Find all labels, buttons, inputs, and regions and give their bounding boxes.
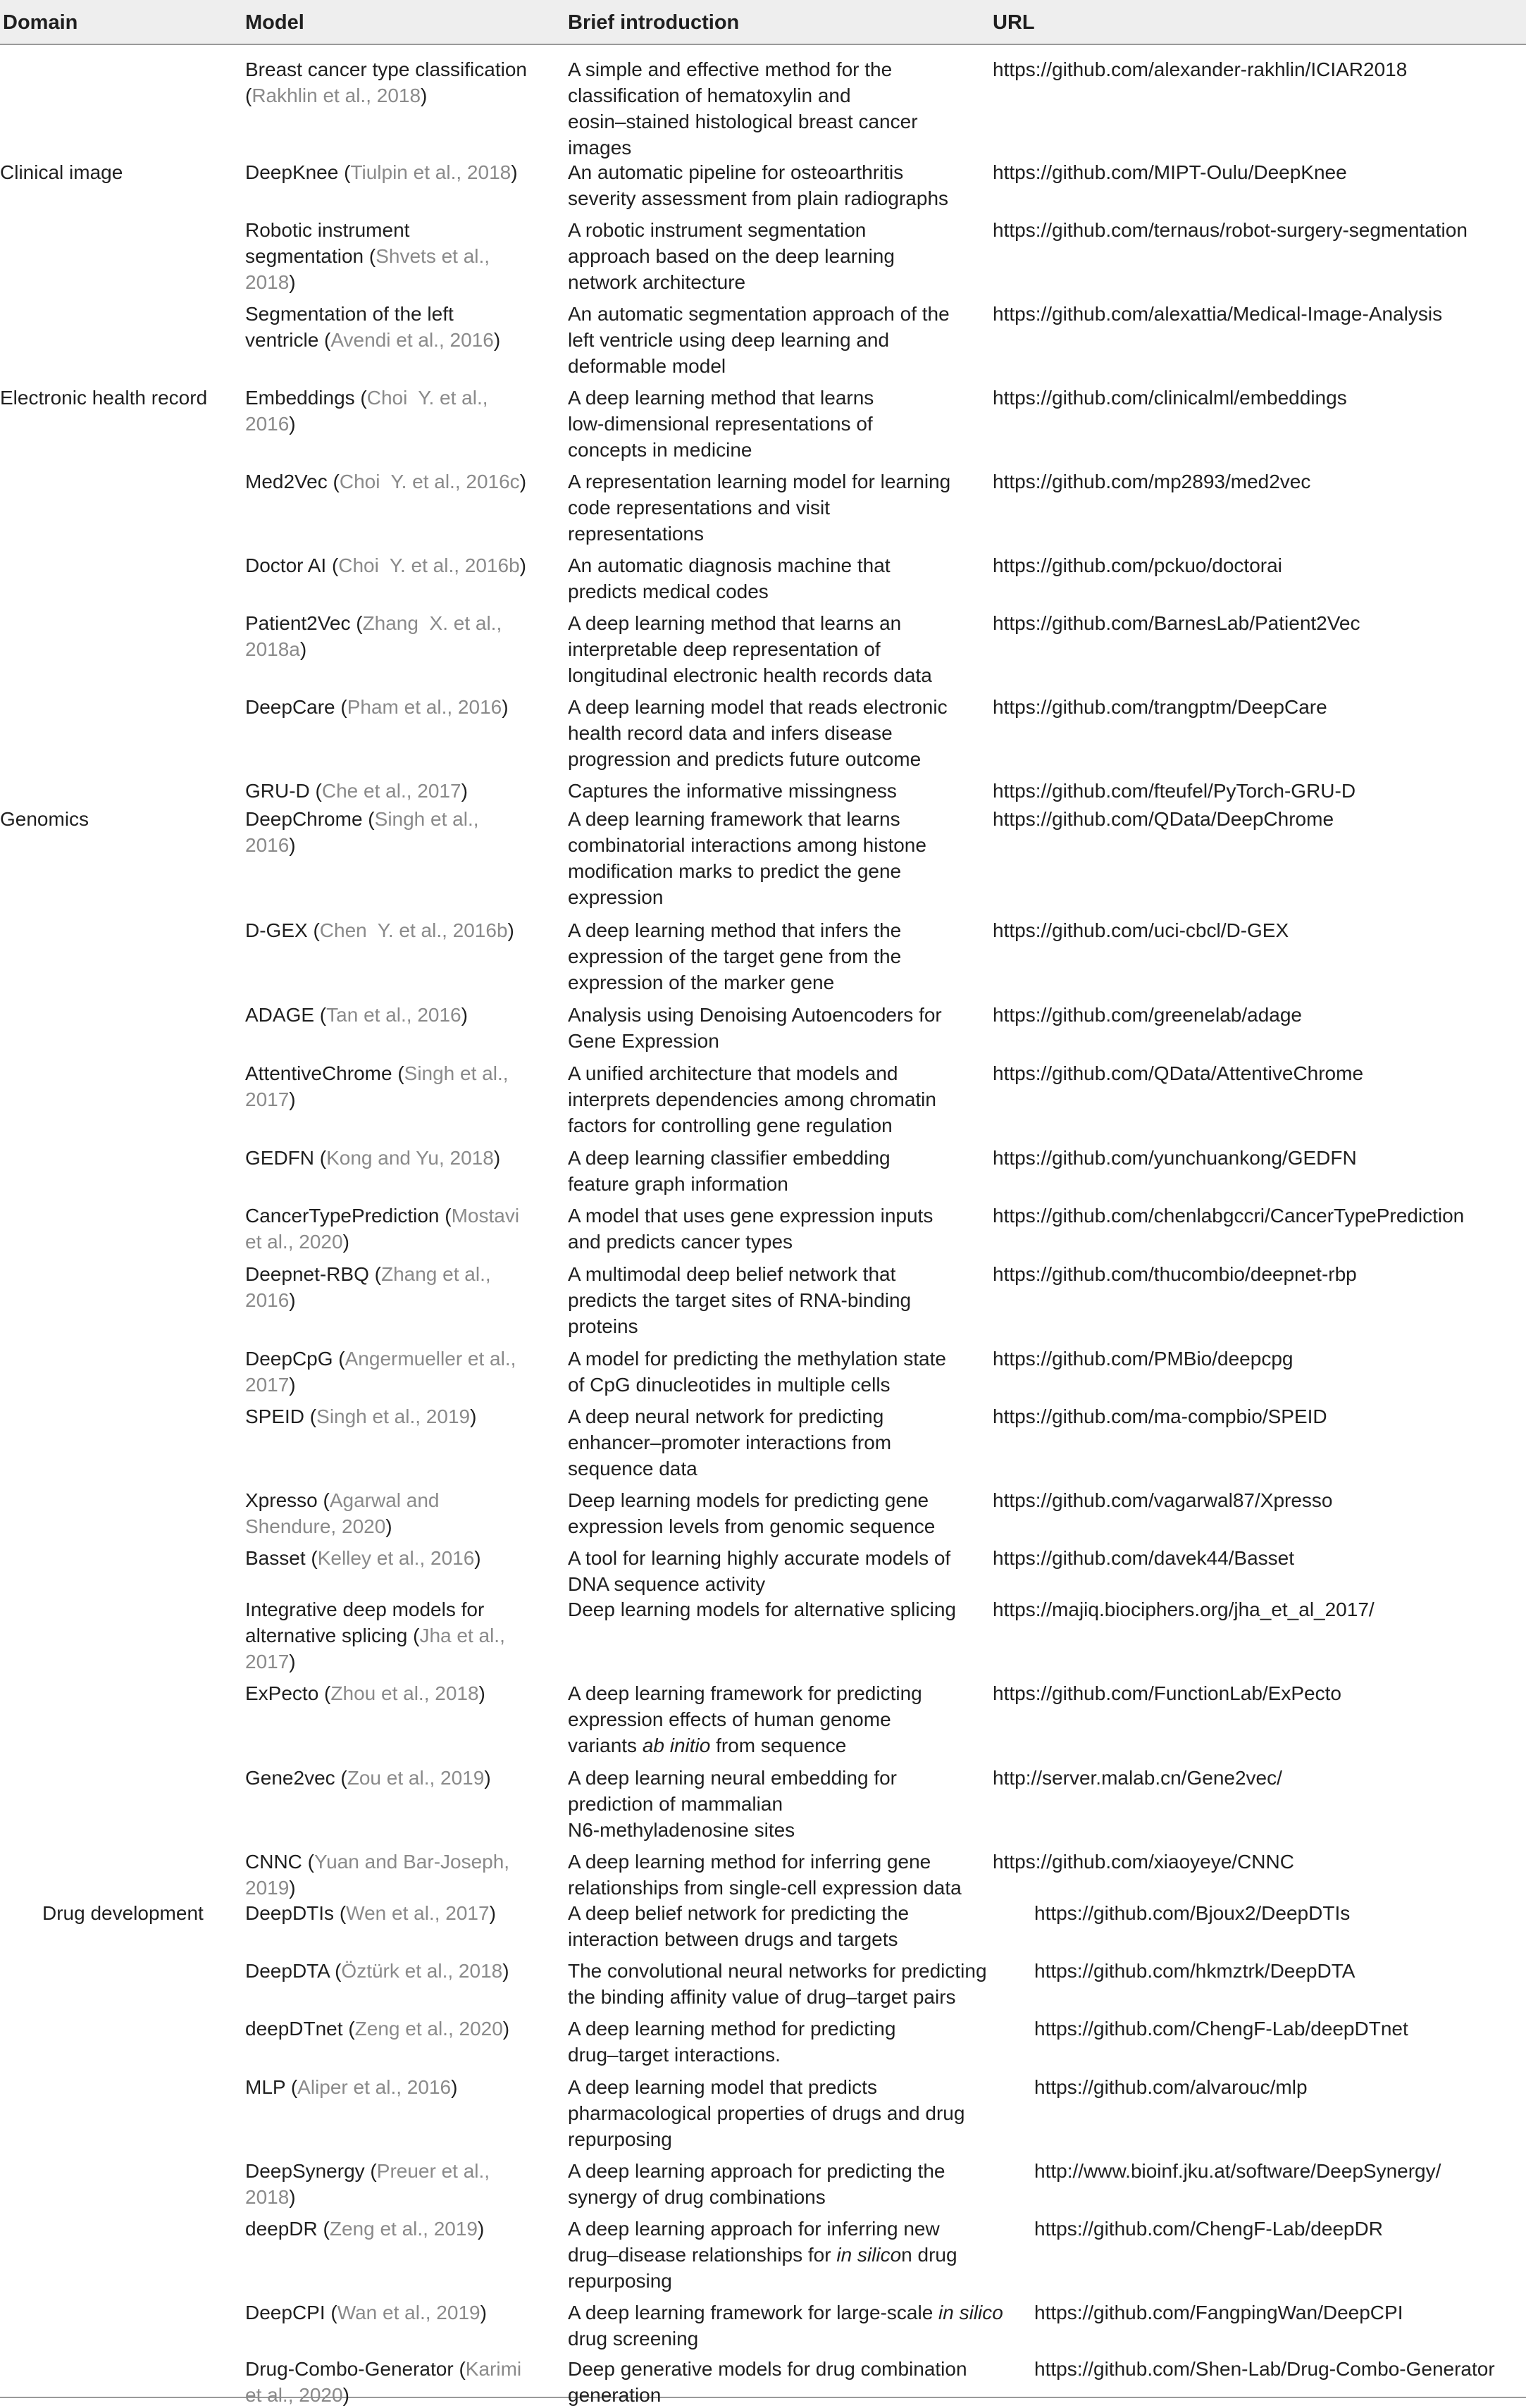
intro-line: health record data and infers disease	[568, 722, 893, 744]
model-line: Drug-Combo-Generator (Karimi	[245, 2358, 522, 2380]
intro-line: eosin–stained histological breast cancer	[568, 111, 918, 132]
intro-line: A deep learning approach for inferring new	[568, 2218, 940, 2240]
model-line: alternative splicing (Jha et al.,	[245, 1625, 505, 1646]
intro-line: expression	[568, 886, 664, 908]
intro-line: A deep learning framework that learns	[568, 808, 900, 830]
url-link[interactable]: https://github.com/mp2893/med2vec	[993, 471, 1311, 492]
intro-line: approach based on the deep learning	[568, 245, 895, 267]
model-line: Segmentation of the left	[245, 303, 454, 325]
intro-line: A deep learning method for predicting	[568, 2018, 896, 2040]
model-line: 2016)	[245, 1289, 296, 1311]
citation: 2016	[245, 1289, 290, 1311]
intro-line: combinatorial interactions among histone	[568, 834, 926, 856]
url-link[interactable]: https://github.com/FunctionLab/ExPecto	[993, 1682, 1341, 1704]
citation: 2016	[245, 413, 290, 435]
citation: Agarwal and	[329, 1489, 440, 1511]
intro-line: expression effects of human genome	[568, 1708, 891, 1730]
intro-line: of CpG dinucleotides in multiple cells	[568, 1374, 891, 1396]
citation: Zhang et al.,	[380, 1263, 491, 1285]
intro-line: images	[568, 137, 632, 159]
intro-line: left ventricle using deep learning and	[568, 329, 890, 351]
citation: Karimi	[465, 2358, 522, 2380]
intro-line: expression of the marker gene	[568, 972, 835, 993]
model-line: 2016)	[245, 413, 296, 435]
intro-line: A deep learning method that learns an	[568, 612, 902, 634]
url-link[interactable]: https://github.com/Bjoux2/DeepDTIs	[1034, 1902, 1351, 1924]
intro-line: repurposing	[568, 2128, 672, 2150]
model-line: Embeddings (Choi Y. et al.,	[245, 387, 488, 409]
model-line: Breast cancer type classification	[245, 58, 527, 80]
intro-line: Analysis using Denoising Autoencoders for	[568, 1004, 942, 1026]
citation: Zou et al., 2019	[347, 1767, 485, 1789]
model-line: ventricle (Avendi et al., 2016)	[245, 329, 501, 351]
model-line: CNNC (Yuan and Bar-Joseph,	[245, 1851, 510, 1873]
model-line: Doctor AI (Choi Y. et al., 2016b)	[245, 554, 526, 576]
model-line: DeepSynergy (Preuer et al.,	[245, 2160, 490, 2182]
url-link[interactable]: http://server.malab.cn/Gene2vec/	[993, 1767, 1282, 1789]
intro-line: Gene Expression	[568, 1030, 719, 1052]
intro-line: modification marks to predict the gene	[568, 860, 902, 882]
url-link[interactable]: https://github.com/xiaoyeye/CNNC	[993, 1851, 1294, 1873]
intro-line: A multimodal deep belief network that	[568, 1263, 896, 1285]
citation: Angermueller et al.,	[345, 1348, 516, 1370]
citation: Choi Y. et al., 2016c	[339, 471, 520, 492]
model-line: ADAGE (Tan et al., 2016)	[245, 1004, 468, 1026]
intro-line: A deep learning approach for predicting the	[568, 2160, 945, 2182]
citation: Rakhlin et al., 2018	[252, 85, 421, 106]
model-line: 2016)	[245, 834, 296, 856]
citation: Singh et al.,	[374, 808, 479, 830]
intro-line: Deep learning models for alternative splicing	[568, 1599, 956, 1620]
intro-line: A deep learning framework for predicting	[568, 1682, 922, 1704]
model-line: 2018)	[245, 271, 296, 293]
url-link[interactable]: https://github.com/alvarouc/mlp	[1034, 2076, 1308, 2098]
citation: Shendure, 2020	[245, 1515, 386, 1537]
model-line: deepDTnet (Zeng et al., 2020)	[245, 2018, 510, 2040]
url-link[interactable]: https://github.com/clinicalml/embeddings	[993, 387, 1347, 409]
intro-line: drug screening	[568, 2328, 699, 2350]
intro-line: interaction between drugs and targets	[568, 1928, 898, 1950]
model-line: deepDR (Zeng et al., 2019)	[245, 2218, 485, 2240]
intro-line: Captures the informative missingness	[568, 780, 897, 802]
citation: Choi Y. et al.,	[366, 387, 488, 409]
intro-line: generation	[568, 2384, 662, 2406]
citation: Zhang X. et al.,	[362, 612, 502, 634]
citation: Che et al., 2017	[321, 780, 461, 802]
url-link[interactable]: https://github.com/davek44/Basset	[993, 1547, 1295, 1569]
citation: Yuan and Bar-Joseph,	[314, 1851, 510, 1873]
intro-line: repurposing	[568, 2270, 672, 2292]
intro-line: A simple and effective method for the	[568, 58, 893, 80]
intro-line: A tool for learning highly accurate models of	[568, 1547, 951, 1569]
intro-line: prediction of mammalian	[568, 1793, 783, 1815]
url-link[interactable]: https://github.com/alexattia/Medical-Image-Analysis	[993, 303, 1443, 325]
model-line: Deepnet-RBQ (Zhang et al.,	[245, 1263, 491, 1285]
intro-line: representations	[568, 523, 705, 545]
citation: Kong and Yu, 2018	[326, 1147, 494, 1169]
intro-line: longitudinal electronic health records data	[568, 664, 932, 686]
model-line: Basset (Kelley et al., 2016)	[245, 1547, 481, 1569]
intro-line: predicts medical codes	[568, 581, 769, 602]
url-link[interactable]: https://github.com/vagarwal87/Xpresso	[993, 1489, 1333, 1511]
intro-line: predicts the target sites of RNA-binding	[568, 1289, 912, 1311]
intro-line: A model for predicting the methylation state	[568, 1348, 946, 1370]
citation: et al., 2020	[245, 2384, 343, 2406]
intro-line: A unified architecture that models and	[568, 1062, 898, 1084]
intro-line: A deep learning neural embedding for	[568, 1767, 898, 1789]
domain-cell: Drug development	[42, 1902, 204, 1924]
citation: Aliper et al., 2016	[297, 2076, 452, 2098]
intro-line: A model that uses gene expression inputs	[568, 1205, 933, 1227]
citation: Tiulpin et al., 2018	[350, 161, 511, 183]
model-line: DeepDTA (Öztürk et al., 2018)	[245, 1960, 509, 1982]
model-line: DeepDTIs (Wen et al., 2017)	[245, 1902, 496, 1924]
citation: 2018	[245, 2186, 290, 2208]
header-model: Model	[245, 11, 304, 34]
header-brief-introduction: Brief introduction	[568, 11, 740, 34]
citation: 2017	[245, 1374, 290, 1396]
citation: Öztürk et al., 2018	[341, 1960, 503, 1982]
model-line: DeepChrome (Singh et al.,	[245, 808, 479, 830]
intro-line: low-dimensional representations of	[568, 413, 873, 435]
header-domain: Domain	[3, 11, 78, 34]
model-line: segmentation (Shvets et al.,	[245, 245, 490, 267]
url-link[interactable]: https://github.com/MIPT-Oulu/DeepKnee	[993, 161, 1347, 183]
model-line: ExPecto (Zhou et al., 2018)	[245, 1682, 485, 1704]
url-link[interactable]: https://github.com/QData/AttentiveChrome	[993, 1062, 1364, 1084]
intro-line: feature graph information	[568, 1173, 788, 1195]
intro-line: synergy of drug combinations	[568, 2186, 826, 2208]
intro-line: drug–disease relationships for in silicon drug	[568, 2244, 957, 2266]
model-line: GEDFN (Kong and Yu, 2018)	[245, 1147, 501, 1169]
intro-line: deformable model	[568, 355, 726, 377]
domain-cell: Electronic health record	[0, 387, 208, 409]
model-line: (Rakhlin et al., 2018)	[245, 85, 428, 106]
url-link[interactable]: https://github.com/alexander-rakhlin/ICIAR2018	[993, 58, 1408, 80]
intro-line: A deep learning method that learns	[568, 387, 874, 409]
citation: Wan et al., 2019	[337, 2302, 480, 2323]
intro-line: A deep learning model that predicts	[568, 2076, 877, 2098]
domain-cell: Clinical image	[0, 161, 123, 183]
model-line: 2017)	[245, 1374, 296, 1396]
intro-line: and predicts cancer types	[568, 1231, 793, 1253]
citation: 2018a	[245, 638, 300, 660]
url-link[interactable]: http://www.bioinf.jku.at/software/DeepSynergy/	[1034, 2160, 1441, 2182]
intro-line: expression of the target gene from the	[568, 945, 902, 967]
model-line: D-GEX (Chen Y. et al., 2016b)	[245, 919, 514, 941]
citation: Preuer et al.,	[376, 2160, 490, 2182]
url-link[interactable]: https://github.com/yunchuankong/GEDFN	[993, 1147, 1357, 1169]
intro-line: An automatic pipeline for osteoarthritis	[568, 161, 904, 183]
model-line: Integrative deep models for	[245, 1599, 485, 1620]
intro-line: interpretable deep representation of	[568, 638, 881, 660]
url-link[interactable]: https://github.com/BarnesLab/Patient2Vec	[993, 612, 1360, 634]
url-link[interactable]: https://github.com/ChengF-Lab/deepDTnet	[1034, 2018, 1408, 2040]
intro-line: concepts in medicine	[568, 439, 752, 461]
header-rule	[0, 44, 1526, 45]
intro-line: the binding affinity value of drug–target pairs	[568, 1986, 956, 2008]
url-link[interactable]: https://github.com/FangpingWan/DeepCPI	[1034, 2302, 1403, 2323]
intro-line: A deep learning model that reads electronic	[568, 696, 948, 718]
citation: Zeng et al., 2020	[354, 2018, 503, 2040]
model-line: SPEID (Singh et al., 2019)	[245, 1405, 477, 1427]
citation: Singh et al.,	[404, 1062, 509, 1084]
model-line: DeepCare (Pham et al., 2016)	[245, 696, 509, 718]
citation: Chen Y. et al., 2016b	[319, 919, 508, 941]
citation: Avendi et al., 2016	[330, 329, 494, 351]
citation: 2019	[245, 1877, 290, 1899]
intro-line: proteins	[568, 1315, 638, 1337]
intro-line: A robotic instrument segmentation	[568, 219, 867, 241]
intro-line: interprets dependencies among chromatin	[568, 1088, 936, 1110]
intro-line: relationships from single-cell expression data	[568, 1877, 962, 1899]
citation: Zhou et al., 2018	[330, 1682, 479, 1704]
citation: Mostavi	[451, 1205, 520, 1227]
citation: 2017	[245, 1088, 290, 1110]
intro-line: A deep learning framework for large-scale in silico	[568, 2302, 1003, 2323]
intro-line: network architecture	[568, 271, 746, 293]
url-link[interactable]: https://github.com/fteufel/PyTorch-GRU-D	[993, 780, 1356, 802]
url-link[interactable]: https://github.com/ma-compbio/SPEID	[993, 1405, 1327, 1427]
intro-line: The convolutional neural networks for predicting	[568, 1960, 987, 1982]
intro-line: pharmacological properties of drugs and drug	[568, 2102, 965, 2124]
url-link[interactable]: https://github.com/chenlabgccri/CancerTypePrediction	[993, 1205, 1465, 1227]
url-link[interactable]: https://github.com/thucombio/deepnet-rbp	[993, 1263, 1357, 1285]
intro-line: Deep learning models for predicting gene	[568, 1489, 929, 1511]
model-line: 2019)	[245, 1877, 296, 1899]
model-line: 2017)	[245, 1651, 296, 1672]
citation: et al., 2020	[245, 1231, 343, 1253]
intro-line: A deep neural network for predicting	[568, 1405, 884, 1427]
model-line: 2017)	[245, 1088, 296, 1110]
url-link[interactable]: https://github.com/hkmztrk/DeepDTA	[1034, 1960, 1356, 1982]
model-line: et al., 2020)	[245, 1231, 349, 1253]
intro-line: variants ab initio from sequence	[568, 1734, 847, 1756]
model-line: Xpresso (Agarwal and	[245, 1489, 440, 1511]
intro-line: A deep learning method that infers the	[568, 919, 902, 941]
citation: Tan et al., 2016	[326, 1004, 461, 1026]
citation: 2018	[245, 271, 290, 293]
model-line: et al., 2020)	[245, 2384, 349, 2406]
url-link[interactable]: https://github.com/ternaus/robot-surgery-segmentation	[993, 219, 1468, 241]
intro-line: An automatic diagnosis machine that	[568, 554, 891, 576]
citation: 2016	[245, 834, 290, 856]
intro-line: Deep generative models for drug combination	[568, 2358, 967, 2380]
model-line: 2018)	[245, 2186, 296, 2208]
intro-line: A deep learning classifier embedding	[568, 1147, 891, 1169]
url-link[interactable]: https://github.com/greenelab/adage	[993, 1004, 1302, 1026]
url-link[interactable]: https://github.com/Shen-Lab/Drug-Combo-Generator	[1034, 2358, 1495, 2380]
intro-line: progression and predicts future outcome	[568, 748, 922, 770]
model-line: CancerTypePrediction (Mostavi	[245, 1205, 520, 1227]
intro-line: drug–target interactions.	[568, 2044, 781, 2066]
intro-line: enhancer–promoter interactions from	[568, 1432, 892, 1453]
header-url: URL	[993, 11, 1035, 34]
intro-line: code representations and visit	[568, 497, 830, 519]
intro-line: expression levels from genomic sequence	[568, 1515, 936, 1537]
citation: Pham et al., 2016	[347, 696, 502, 718]
url-link[interactable]: https://github.com/QData/DeepChrome	[993, 808, 1334, 830]
citation: Singh et al., 2019	[316, 1405, 471, 1427]
citation: 2017	[245, 1651, 290, 1672]
intro-line: A deep belief network for predicting the	[568, 1902, 910, 1924]
citation: Wen et al., 2017	[346, 1902, 490, 1924]
model-line: GRU-D (Che et al., 2017)	[245, 780, 468, 802]
citation: Kelley et al., 2016	[317, 1547, 475, 1569]
citation: Zeng et al., 2019	[329, 2218, 478, 2240]
model-line: DeepKnee (Tiulpin et al., 2018)	[245, 161, 518, 183]
model-line: Gene2vec (Zou et al., 2019)	[245, 1767, 491, 1789]
url-link[interactable]: https://github.com/trangptm/DeepCare	[993, 696, 1327, 718]
model-line: MLP (Aliper et al., 2016)	[245, 2076, 458, 2098]
model-line: DeepCPI (Wan et al., 2019)	[245, 2302, 487, 2323]
citation: Jha et al.,	[419, 1625, 505, 1646]
model-line: Patient2Vec (Zhang X. et al.,	[245, 612, 502, 634]
model-line: Robotic instrument	[245, 219, 410, 241]
intro-line: An automatic segmentation approach of the	[568, 303, 950, 325]
model-line: Med2Vec (Choi Y. et al., 2016c)	[245, 471, 527, 492]
intro-line: A deep learning method for inferring gene	[568, 1851, 931, 1873]
url-link[interactable]: https://github.com/uci-cbcl/D-GEX	[993, 919, 1289, 941]
intro-line: severity assessment from plain radiographs	[568, 187, 949, 209]
domain-cell: Genomics	[0, 808, 89, 830]
model-line: 2018a)	[245, 638, 307, 660]
model-line: DeepCpG (Angermueller et al.,	[245, 1348, 516, 1370]
bottom-rule	[0, 2397, 1526, 2398]
intro-line: DNA sequence activity	[568, 1573, 766, 1595]
url-link[interactable]: https://github.com/ChengF-Lab/deepDR	[1034, 2218, 1383, 2240]
url-link[interactable]: https://github.com/PMBio/deepcpg	[993, 1348, 1294, 1370]
url-link[interactable]: https://github.com/pckuo/doctorai	[993, 554, 1282, 576]
citation: Shvets et al.,	[376, 245, 490, 267]
intro-line: factors for controlling gene regulation	[568, 1115, 893, 1136]
table-header	[0, 0, 1526, 44]
intro-line: N6-methyladenosine sites	[568, 1819, 795, 1841]
url-link[interactable]: https://majiq.biociphers.org/jha_et_al_2017/	[993, 1599, 1375, 1620]
intro-line: classification of hematoxylin and	[568, 85, 851, 106]
citation: Choi Y. et al., 2016b	[338, 554, 520, 576]
model-line: AttentiveChrome (Singh et al.,	[245, 1062, 509, 1084]
model-line: Shendure, 2020)	[245, 1515, 392, 1537]
intro-line: A representation learning model for learning	[568, 471, 951, 492]
intro-line: sequence data	[568, 1458, 697, 1479]
